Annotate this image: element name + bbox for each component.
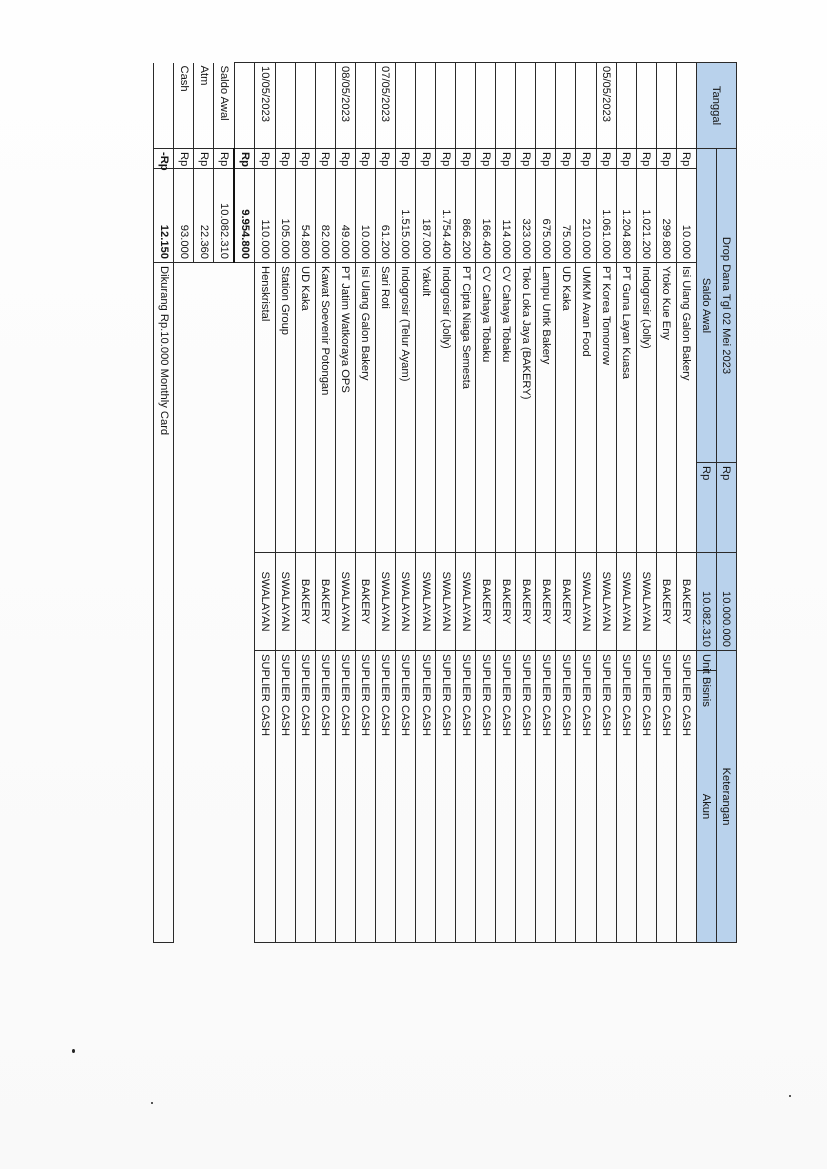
row-unit-bisnis: SWALAYAN (395, 553, 415, 651)
row-amount: 82.000 (315, 169, 335, 263)
row-date (295, 63, 315, 149)
row-akun: SUPLIER CASH (476, 651, 496, 943)
row-unit-bisnis: BAKERY (516, 553, 536, 651)
unit-bisnis-header (696, 651, 716, 671)
row-rp: Rp (556, 149, 576, 169)
row-description: Toko Loka Jaya (BAKERY) (516, 263, 536, 553)
row-akun: SUPLIER CASH (576, 651, 596, 943)
row-rp: Rp (456, 149, 476, 169)
saldo-awal-header-rp: Rp (696, 463, 716, 553)
row-rp: Rp (656, 149, 676, 169)
scan-speck (789, 1095, 791, 1097)
row-unit-bisnis: BAKERY (656, 553, 676, 651)
row-unit-bisnis: BAKERY (496, 553, 516, 651)
akun-header: Akun (696, 671, 716, 943)
row-amount: 166.400 (476, 169, 496, 263)
atm-row (194, 63, 214, 943)
atm-row-amount: 22.360 (194, 169, 214, 263)
row-rp: Rp (516, 149, 536, 169)
atm-row-label: Atm (194, 63, 214, 149)
row-amount: 61.200 (375, 169, 395, 263)
selisih-row (154, 63, 174, 943)
row-date (275, 63, 295, 149)
table-row (335, 63, 355, 943)
table-row (576, 63, 596, 943)
total-spacer (234, 63, 255, 149)
table-row (656, 63, 676, 943)
row-unit-bisnis: SWALAYAN (375, 553, 395, 651)
row-amount: 10.000 (355, 169, 375, 263)
table-row (596, 63, 616, 943)
row-amount: 114.000 (496, 169, 516, 263)
row-date (636, 63, 656, 149)
row-unit-bisnis: BAKERY (295, 553, 315, 651)
row-amount: 1.754.400 (436, 169, 456, 263)
row-date (676, 63, 696, 149)
row-date (616, 63, 636, 149)
row-unit-bisnis: SWALAYAN (456, 553, 476, 651)
row-rp: Rp (375, 149, 395, 169)
summary-blank (214, 263, 235, 943)
row-unit-bisnis: SWALAYAN (275, 553, 295, 651)
row-rp: Rp (255, 149, 275, 169)
row-date (456, 63, 476, 149)
row-akun: SUPLIER CASH (596, 651, 616, 943)
row-amount: 110.000 (255, 169, 275, 263)
row-rp: Rp (436, 149, 456, 169)
row-description: CV Cahaya Tobaku (496, 263, 516, 553)
header-row-1 (716, 63, 736, 943)
row-rp: Rp (496, 149, 516, 169)
row-akun: SUPLIER CASH (636, 651, 656, 943)
selisih-row-label (154, 63, 174, 149)
row-date (576, 63, 596, 149)
table-row (676, 63, 696, 943)
row-date: 08/05/2023 (335, 63, 355, 149)
row-akun: SUPLIER CASH (536, 651, 556, 943)
row-date: 05/05/2023 (596, 63, 616, 149)
total-rp: Rp (234, 149, 255, 169)
table-row (355, 63, 375, 943)
row-amount: 105.000 (275, 169, 295, 263)
row-rp: Rp (596, 149, 616, 169)
row-description: Isi Ulang Galon Bakery (355, 263, 375, 553)
row-amount: 1.021.200 (636, 169, 656, 263)
row-akun: SUPLIER CASH (355, 651, 375, 943)
row-rp: Rp (636, 149, 656, 169)
row-description: PT Jatim Watkoraya OPS (335, 263, 355, 553)
row-amount: 1.061.000 (596, 169, 616, 263)
row-description: Ytoko Kue Eny (656, 263, 676, 553)
row-description: Station Group (275, 263, 295, 553)
row-unit-bisnis: SWALAYAN (416, 553, 436, 651)
row-date (496, 63, 516, 149)
row-description: PT Guna Layan Kuasa (616, 263, 636, 553)
row-date (315, 63, 335, 149)
table-row (516, 63, 536, 943)
row-description: PT Cipta Niaga Semesta (456, 263, 476, 553)
table-row (275, 63, 295, 943)
header-row-2 (696, 63, 716, 943)
row-amount: 866.200 (456, 169, 476, 263)
keterangan-header: Keterangan (716, 651, 736, 943)
drop-dana-rp: Rp (716, 463, 736, 553)
row-description: UMKM Avan Food (576, 263, 596, 553)
row-rp: Rp (536, 149, 556, 169)
row-akun: SUPLIER CASH (395, 651, 415, 943)
table-row (616, 63, 636, 943)
saldo-awal-header-label: Saldo Awal (696, 149, 716, 463)
row-amount: 1.515.000 (395, 169, 415, 263)
scan-speck (72, 1049, 75, 1053)
saldo-awal-row-label: Saldo Awal (214, 63, 235, 149)
table-row (395, 63, 415, 943)
row-rp: Rp (335, 149, 355, 169)
total-amount: 9.954.800 (234, 169, 255, 263)
row-unit-bisnis: SWALAYAN (596, 553, 616, 651)
row-unit-bisnis: SWALAYAN (255, 553, 275, 651)
row-date: 10/05/2023 (255, 63, 275, 149)
table-row (255, 63, 275, 943)
table-row (315, 63, 335, 943)
row-unit-bisnis: BAKERY (676, 553, 696, 651)
row-akun: SUPLIER CASH (315, 651, 335, 943)
row-amount: 75.000 (556, 169, 576, 263)
table-row (636, 63, 656, 943)
row-akun: SUPLIER CASH (496, 651, 516, 943)
row-description: Yakult (416, 263, 436, 553)
row-description: Indogrosir (Jolly) (636, 263, 656, 553)
row-description: PT Korea Tomorrow (596, 263, 616, 553)
ledger-rotated-frame (153, 62, 737, 942)
row-amount: 323.000 (516, 169, 536, 263)
row-date (395, 63, 415, 149)
row-unit-bisnis: BAKERY (536, 553, 556, 651)
table-row (556, 63, 576, 943)
row-description: UD Kaka (295, 263, 315, 553)
row-rp: Rp (295, 149, 315, 169)
cash-row-amount: 93.000 (174, 169, 194, 263)
row-description: Kawat Soevenir Potongan (315, 263, 335, 553)
row-amount: 675.000 (536, 169, 556, 263)
selisih-row-amount: 12.150 (154, 169, 174, 263)
row-date (516, 63, 536, 149)
row-unit-bisnis: SWALAYAN (335, 553, 355, 651)
row-rp: Rp (275, 149, 295, 169)
total-row (234, 63, 255, 943)
row-date (656, 63, 676, 149)
saldo-awal-row (214, 63, 235, 943)
cash-row-rp: Rp (174, 149, 194, 169)
drop-dana-label: Drop Dana Tgl 02 Mei 2023 (716, 149, 736, 463)
row-akun: SUPLIER CASH (516, 651, 536, 943)
table-row (375, 63, 395, 943)
row-akun: SUPLIER CASH (436, 651, 456, 943)
tanggal-header: Tanggal (696, 63, 736, 149)
row-rp: Rp (416, 149, 436, 169)
table-row (456, 63, 476, 943)
table-row (476, 63, 496, 943)
row-rp: Rp (616, 149, 636, 169)
atm-row-rp: Rp (194, 149, 214, 169)
row-rp: Rp (576, 149, 596, 169)
row-description: CV Cahaya Tobaku (476, 263, 496, 553)
row-rp: Rp (355, 149, 375, 169)
summary-blank (234, 263, 255, 943)
saldo-awal-row-amount: 10.082.310 (214, 169, 235, 263)
row-description: Henskristal (255, 263, 275, 553)
row-rp: Rp (476, 149, 496, 169)
row-description: Indogrosir (Telur Ayam) (395, 263, 415, 553)
row-unit-bisnis: SWALAYAN (436, 553, 456, 651)
row-unit-bisnis: BAKERY (315, 553, 335, 651)
row-unit-bisnis: BAKERY (556, 553, 576, 651)
row-rp: Rp (315, 149, 335, 169)
row-akun: SUPLIER CASH (375, 651, 395, 943)
row-rp: Rp (676, 149, 696, 169)
cash-row (174, 63, 194, 943)
row-description: Lampu Untk Bakery (536, 263, 556, 553)
row-akun: SUPLIER CASH (275, 651, 295, 943)
selisih-row-rp: -Rp (154, 149, 174, 169)
row-unit-bisnis: BAKERY (355, 553, 375, 651)
cash-row-label: Cash (174, 63, 194, 149)
row-description: Indogrosir (Jolly) (436, 263, 456, 553)
row-unit-bisnis: SWALAYAN (576, 553, 596, 651)
row-akun: SUPLIER CASH (335, 651, 355, 943)
row-description: UD Kaka (556, 263, 576, 553)
row-akun: SUPLIER CASH (456, 651, 476, 943)
summary-blank (194, 263, 214, 943)
row-amount: 187.000 (416, 169, 436, 263)
row-date (556, 63, 576, 149)
row-unit-bisnis: SWALAYAN (616, 553, 636, 651)
row-amount: 54.800 (295, 169, 315, 263)
row-description: Sari Roti (375, 263, 395, 553)
row-akun: SUPLIER CASH (656, 651, 676, 943)
row-date (436, 63, 456, 149)
row-date (536, 63, 556, 149)
row-date (416, 63, 436, 149)
table-row (295, 63, 315, 943)
row-amount: 10.000 (676, 169, 696, 263)
scan-speck (151, 1102, 153, 1104)
row-description: Isi Ulang Galon Bakery (676, 263, 696, 553)
saldo-awal-row-rp: Rp (214, 149, 235, 169)
row-akun: SUPLIER CASH (295, 651, 315, 943)
row-akun: SUPLIER CASH (616, 651, 636, 943)
row-amount: 49.000 (335, 169, 355, 263)
ledger-table (153, 62, 737, 943)
row-unit-bisnis: BAKERY (476, 553, 496, 651)
row-akun: SUPLIER CASH (676, 651, 696, 943)
row-amount: 210.000 (576, 169, 596, 263)
table-row (496, 63, 516, 943)
row-date (355, 63, 375, 149)
summary-blank (174, 263, 194, 943)
table-row (536, 63, 556, 943)
table-row (436, 63, 456, 943)
row-rp: Rp (395, 149, 415, 169)
selisih-row-note: Dikurang Rp.10.000 Monthly Card (154, 263, 174, 943)
row-date (476, 63, 496, 149)
row-unit-bisnis: SWALAYAN (636, 553, 656, 651)
row-amount: 1.204.800 (616, 169, 636, 263)
row-akun: SUPLIER CASH (255, 651, 275, 943)
row-akun: SUPLIER CASH (556, 651, 576, 943)
drop-dana-amount: 10.000.000 (716, 553, 736, 651)
row-date: 07/05/2023 (375, 63, 395, 149)
saldo-awal-header-amount: 10.082.310 (696, 553, 716, 651)
table-row (416, 63, 436, 943)
row-amount: 299.800 (656, 169, 676, 263)
row-akun: SUPLIER CASH (416, 651, 436, 943)
